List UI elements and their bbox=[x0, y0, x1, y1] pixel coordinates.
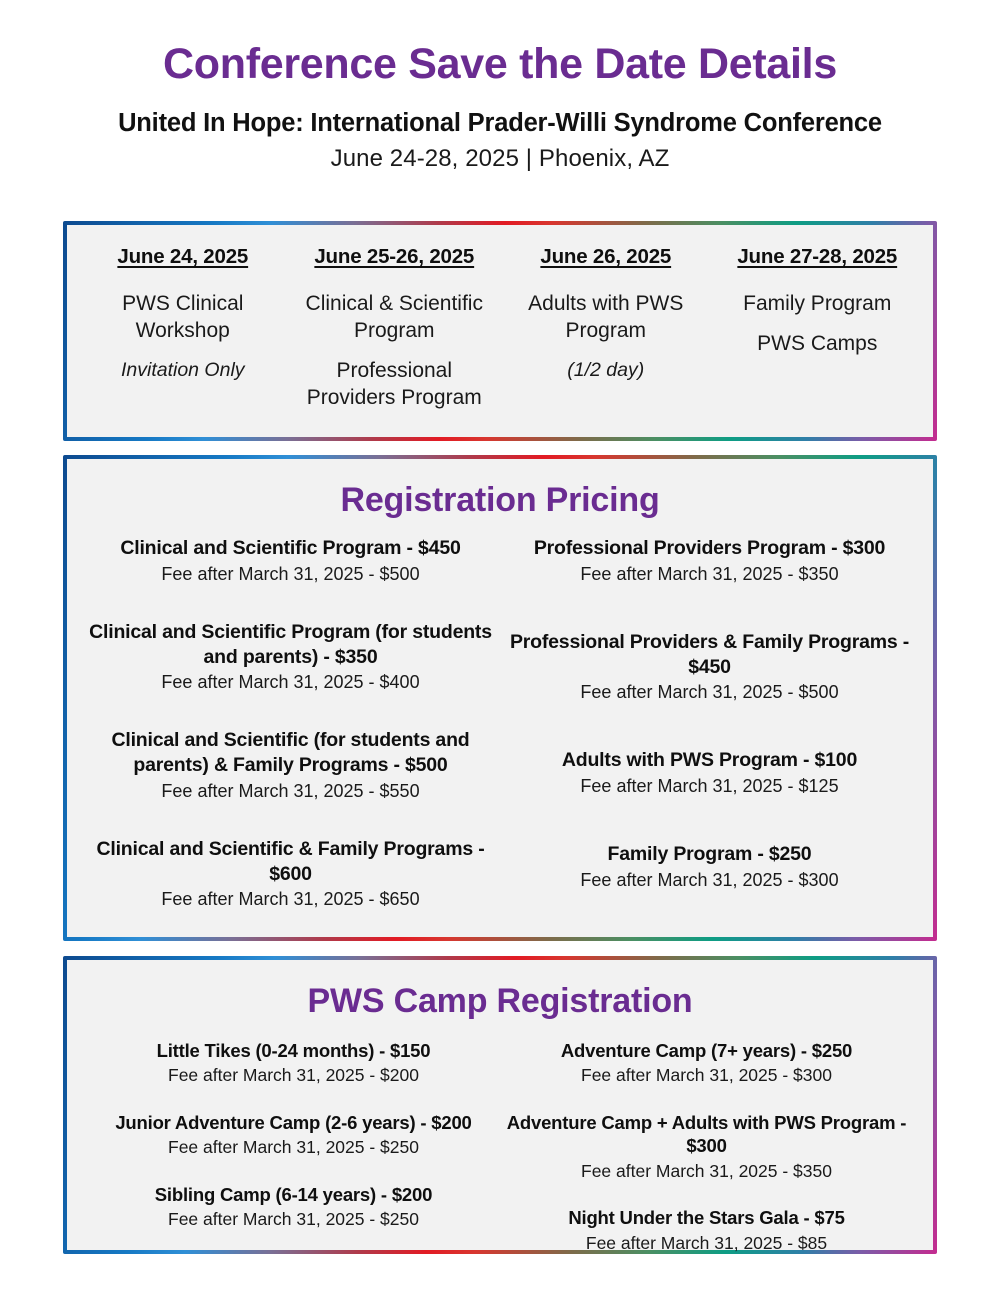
registration-pricing-left-column bbox=[81, 536, 500, 912]
camp-name: Sibling Camp (6-14 years) - $200 bbox=[154, 1184, 433, 1206]
camp-name: Junior Adventure Camp (2-6 years) - $200 bbox=[115, 1112, 472, 1134]
camp-registration-left-column bbox=[81, 1039, 502, 1254]
camp-item bbox=[89, 1111, 498, 1159]
camp-item bbox=[502, 1111, 911, 1182]
schedule-item-note: (1/2 day) bbox=[567, 358, 645, 381]
price-late-fee: Fee after March 31, 2025 - $350 bbox=[580, 563, 839, 584]
price-name: Family Program - $250 bbox=[607, 843, 812, 866]
price-item bbox=[508, 536, 911, 586]
registration-pricing-heading: Registration Pricing bbox=[340, 481, 660, 519]
camp-registration-panel-inner bbox=[67, 960, 933, 1253]
schedule-item: Adults with PWS Program bbox=[528, 292, 684, 342]
price-late-fee: Fee after March 31, 2025 - $300 bbox=[580, 869, 839, 890]
price-name: Clinical and Scientific (for students and parents) & Family Programs - $500 bbox=[111, 729, 470, 777]
camp-late-fee: Fee after March 31, 2025 - $250 bbox=[168, 1209, 419, 1230]
price-item bbox=[89, 837, 492, 912]
camp-name: Night Under the Stars Gala - $75 bbox=[568, 1207, 845, 1229]
registration-pricing-panel bbox=[63, 455, 937, 941]
price-late-fee: Fee after March 31, 2025 - $500 bbox=[580, 682, 839, 703]
page-title: Conference Save the Date Details bbox=[163, 40, 837, 88]
schedule-item-note: Invitation Only bbox=[120, 358, 245, 381]
schedule-date: June 27-28, 2025 bbox=[737, 245, 898, 268]
schedule-column-4 bbox=[712, 245, 924, 437]
camp-item bbox=[502, 1206, 911, 1254]
schedule-column-3 bbox=[500, 245, 712, 437]
schedule-item: PWS Clinical Workshop bbox=[122, 292, 244, 342]
camp-late-fee: Fee after March 31, 2025 - $300 bbox=[581, 1065, 832, 1086]
price-item bbox=[89, 728, 492, 803]
price-item bbox=[508, 748, 911, 798]
price-late-fee: Fee after March 31, 2025 - $500 bbox=[161, 563, 420, 584]
registration-pricing-panel-inner bbox=[67, 459, 933, 937]
camp-item bbox=[502, 1039, 911, 1087]
camp-registration-grid bbox=[67, 1025, 933, 1254]
price-late-fee: Fee after March 31, 2025 - $650 bbox=[161, 889, 420, 910]
camp-late-fee: Fee after March 31, 2025 - $250 bbox=[168, 1137, 419, 1158]
camp-name: Adventure Camp + Adults with PWS Program - $300 bbox=[506, 1112, 907, 1157]
price-item bbox=[89, 620, 492, 695]
camp-registration-panel bbox=[63, 956, 937, 1254]
conference-name: United In Hope: International Prader-Willi Syndrome Conference bbox=[118, 109, 882, 138]
schedule-item: Family Program bbox=[743, 292, 892, 315]
page-header bbox=[0, 0, 1000, 173]
schedule-column-2 bbox=[289, 245, 501, 437]
price-name: Clinical and Scientific Program (for students and parents) - $350 bbox=[89, 620, 492, 668]
price-item bbox=[89, 536, 492, 586]
camp-item bbox=[89, 1183, 498, 1231]
price-name: Clinical and Scientific Program - $450 bbox=[120, 537, 461, 559]
price-name: Professional Providers & Family Programs - $450 bbox=[509, 630, 910, 678]
schedule-date: June 24, 2025 bbox=[117, 245, 249, 268]
registration-pricing-right-column bbox=[500, 536, 919, 912]
camp-name: Adventure Camp (7+ years) - $250 bbox=[560, 1040, 853, 1061]
price-name: Clinical and Scientific & Family Programs - $600 bbox=[96, 837, 485, 885]
schedule-panel bbox=[63, 221, 937, 441]
camp-late-fee: Fee after March 31, 2025 - $350 bbox=[581, 1160, 832, 1181]
price-late-fee: Fee after March 31, 2025 - $125 bbox=[580, 776, 839, 797]
camp-late-fee: Fee after March 31, 2025 - $85 bbox=[585, 1232, 828, 1253]
camp-registration-right-column bbox=[502, 1039, 919, 1254]
schedule-panel-inner bbox=[67, 225, 933, 437]
conference-dateline: June 24-28, 2025 | Phoenix, AZ bbox=[330, 145, 670, 173]
schedule-column-1 bbox=[77, 245, 289, 437]
registration-pricing-grid bbox=[67, 524, 933, 912]
schedule-item: Clinical & Scientific Program bbox=[305, 292, 483, 342]
price-item bbox=[508, 842, 911, 892]
schedule-date: June 25-26, 2025 bbox=[314, 245, 475, 268]
schedule-item: PWS Camps bbox=[757, 331, 878, 355]
camp-registration-heading: PWS Camp Registration bbox=[307, 982, 693, 1020]
price-name: Adults with PWS Program - $100 bbox=[561, 749, 858, 772]
price-item bbox=[508, 630, 911, 705]
schedule-item: Professional Providers Program bbox=[306, 358, 482, 409]
schedule-grid bbox=[67, 225, 933, 437]
camp-name: Little Tikes (0-24 months) - $150 bbox=[156, 1040, 431, 1061]
price-late-fee: Fee after March 31, 2025 - $400 bbox=[161, 672, 420, 693]
price-name: Professional Providers Program - $300 bbox=[533, 537, 886, 559]
schedule-date: June 26, 2025 bbox=[540, 245, 672, 268]
camp-item bbox=[89, 1039, 498, 1087]
camp-late-fee: Fee after March 31, 2025 - $200 bbox=[168, 1065, 419, 1086]
price-late-fee: Fee after March 31, 2025 - $550 bbox=[161, 780, 420, 801]
